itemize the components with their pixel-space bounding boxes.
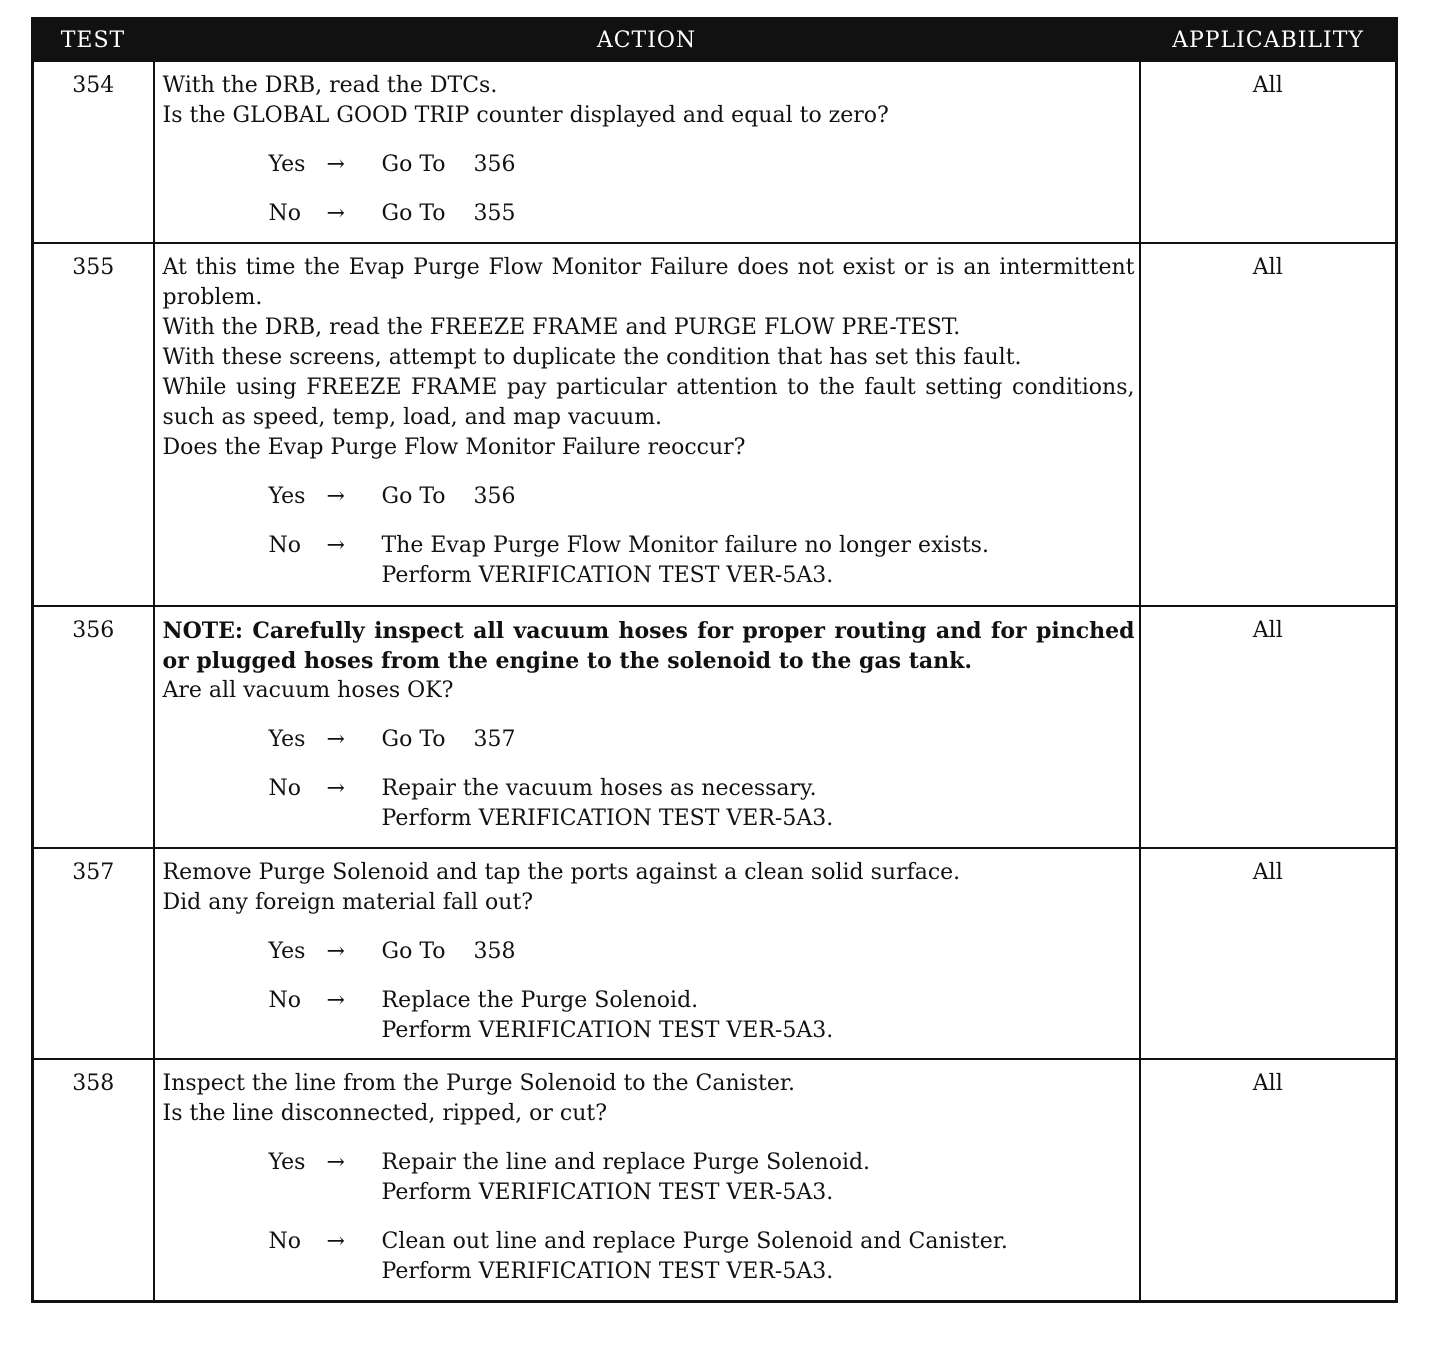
header-applicability: APPLICABILITY [1140,19,1397,62]
action-line: With the DRB, read the DTCs. [162,73,498,98]
yes-label: Yes [268,484,306,509]
action-cell [154,61,1140,243]
no-label: No [268,776,301,801]
action-line: Remove Purge Solenoid and tap the ports against a clean solid surface. [162,860,961,885]
action-line: With these screens, attempt to duplicate the condition that has set this fault. [162,345,1022,370]
no-label: No [268,988,301,1013]
applicability-value: All [1140,606,1397,848]
arrow-icon: → [326,533,345,558]
arrow-icon: → [326,939,345,964]
yes-response [163,937,1135,967]
no-label: No [268,201,301,226]
arrow-icon: → [326,484,345,509]
action-line: Are all vacuum hoses OK? [162,678,454,703]
table-row [33,243,1397,606]
goto-label: Go To [381,939,446,964]
applicability-value: All [1140,848,1397,1059]
no-response [163,1227,1135,1287]
action-line: With the DRB, read the FREEZE FRAME and PURGE FLOW PRE-TEST. [162,315,961,340]
arrow-icon: → [326,727,345,752]
test-number: 356 [33,606,154,848]
yes-response [163,150,1135,180]
goto-result [382,199,1135,229]
yes-response [163,1148,1135,1208]
no-response [163,199,1135,229]
result-line: Clean out line and replace Purge Solenoid and Canister. [381,1229,1008,1254]
action-cell [154,243,1140,606]
verification-line: Perform VERIFICATION TEST VER-5A3. [381,1259,834,1284]
no-result [382,1227,1135,1287]
header-test: TEST [33,19,154,62]
goto-label: Go To [381,201,446,226]
no-response [163,774,1135,834]
goto-label: Go To [381,727,446,752]
action-cell [154,1059,1140,1301]
verification-line: Perform VERIFICATION TEST VER-5A3. [381,806,834,831]
test-number: 354 [33,61,154,243]
action-line: While using FREEZE FRAME pay particular attention to the fault setting conditions, such as speed, temp, load, and map vacuum. [162,375,1135,430]
goto-result [382,725,1135,755]
verification-line: Perform VERIFICATION TEST VER-5A3. [381,1180,834,1205]
yes-label: Yes [268,939,306,964]
action-line: At this time the Evap Purge Flow Monitor Failure does not exist or is an intermittent problem. [162,255,1135,310]
table-row [33,61,1397,243]
no-result [382,986,1135,1046]
arrow-icon: → [326,988,345,1013]
applicability-value: All [1140,1059,1397,1301]
applicability-value: All [1140,243,1397,606]
yes-response [163,482,1135,512]
result-line: Replace the Purge Solenoid. [381,988,699,1013]
no-result [382,774,1135,834]
no-result [382,531,1135,591]
no-label: No [268,1229,301,1254]
test-number: 357 [33,848,154,1059]
yes-response [163,725,1135,755]
table-row [33,1059,1397,1301]
arrow-icon: → [326,152,345,177]
diagnostic-test-table [31,17,1398,1303]
result-line: The Evap Purge Flow Monitor failure no longer exists. [381,533,989,558]
action-line: Did any foreign material fall out? [162,890,534,915]
result-line: Repair the vacuum hoses as necessary. [381,776,817,801]
yes-label: Yes [268,1150,306,1175]
table-header-row [33,19,1397,62]
action-line: Inspect the line from the Purge Solenoid to the Canister. [162,1071,795,1096]
test-number: 355 [33,243,154,606]
header-action: ACTION [154,19,1140,62]
goto-result [382,482,1135,512]
yes-result [382,1148,1135,1208]
goto-target: 356 [473,484,516,509]
no-response [163,986,1135,1046]
arrow-icon: → [326,776,345,801]
goto-target: 356 [473,152,516,177]
goto-label: Go To [381,484,446,509]
action-cell [154,848,1140,1059]
goto-target: 355 [473,201,516,226]
arrow-icon: → [326,201,345,226]
verification-line: Perform VERIFICATION TEST VER-5A3. [381,563,834,588]
no-response [163,531,1135,591]
verification-line: Perform VERIFICATION TEST VER-5A3. [381,1018,834,1043]
yes-label: Yes [268,727,306,752]
action-line: Is the line disconnected, ripped, or cut? [162,1101,608,1126]
result-line: Repair the line and replace Purge Solenoid. [381,1150,871,1175]
goto-result [382,937,1135,967]
goto-label: Go To [381,152,446,177]
action-cell [154,606,1140,848]
arrow-icon: → [326,1229,345,1254]
note-text: NOTE: Carefully inspect all vacuum hoses for proper routing and for pinched or plugged hoses from the engine to the solenoid to the gas tank. [162,618,1135,674]
yes-label: Yes [268,152,306,177]
applicability-value: All [1140,61,1397,243]
goto-target: 357 [473,727,516,752]
action-line: Does the Evap Purge Flow Monitor Failure reoccur? [162,435,746,460]
table-row [33,848,1397,1059]
goto-result [382,150,1135,180]
arrow-icon: → [326,1150,345,1175]
goto-target: 358 [473,939,516,964]
no-label: No [268,533,301,558]
table-row [33,606,1397,848]
action-line: Is the GLOBAL GOOD TRIP counter displayed and equal to zero? [162,103,889,128]
test-number: 358 [33,1059,154,1301]
